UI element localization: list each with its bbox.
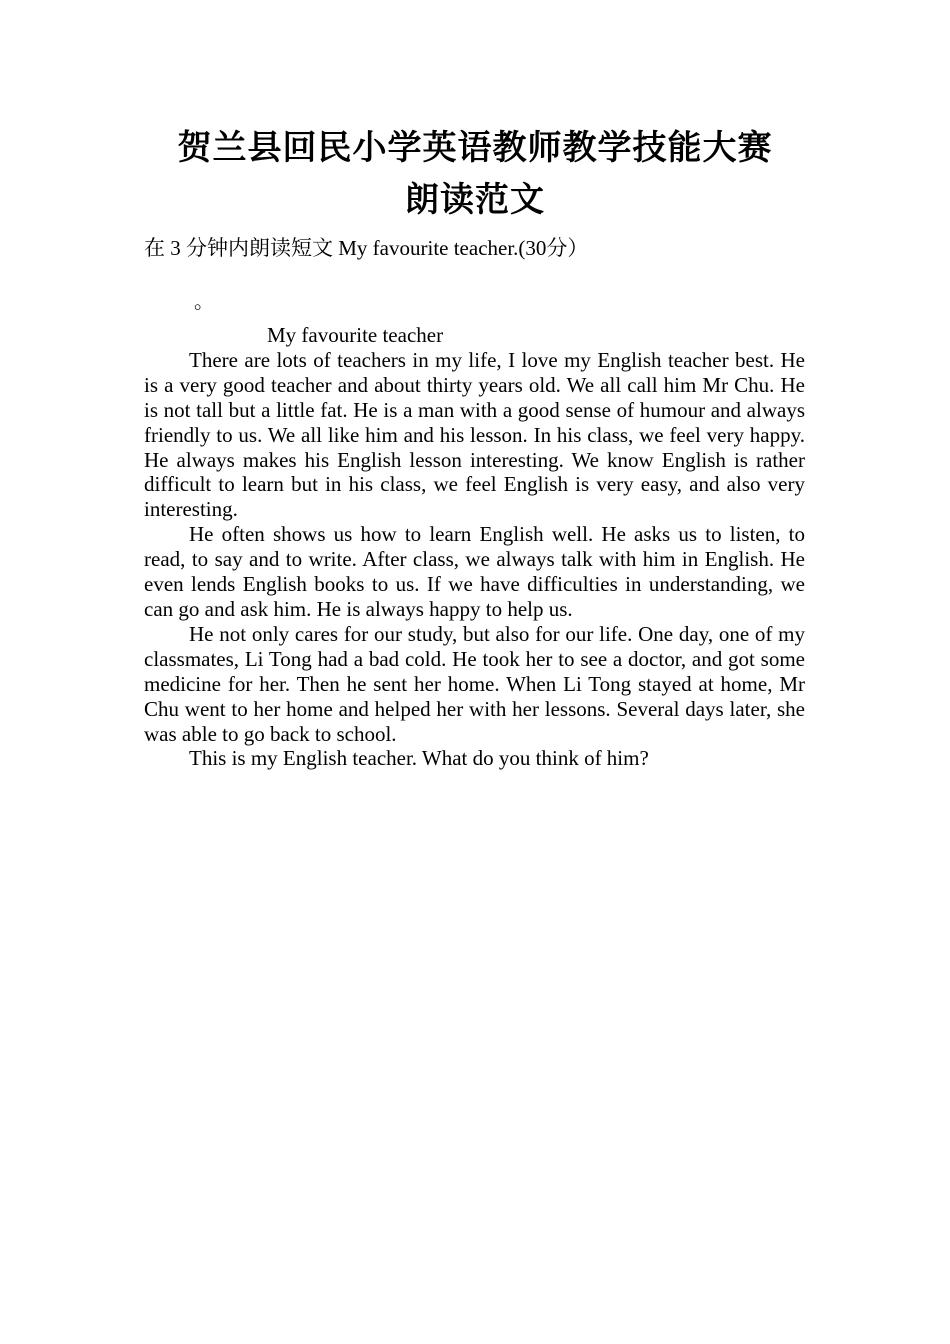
instruction-part-1: 在 xyxy=(144,236,165,260)
document-title-line-2: 朗读范文 xyxy=(405,180,545,220)
instruction-part-3: 分） xyxy=(546,236,589,260)
reading-instruction xyxy=(144,234,824,262)
essay-paragraph-3: He not only cares for our study, but also for our life. One day, one of my classmates, Li Tong had a bad cold. He took her to see a doctor, and got some medicine for her. Then he sent her home. When Li Tong stayed at home, Mr Chu went to her home and helped her with her lessons. Several days later, she was able to go back to school. xyxy=(144,621,805,746)
essay-paragraph-4: This is my English teacher. What do you think of him? xyxy=(189,746,649,771)
document-title-line-1: 贺兰县回民小学英语教师教学技能大赛 xyxy=(177,128,773,168)
instruction-text-name: My favourite teacher.(30 xyxy=(333,236,547,260)
essay-title: My favourite teacher xyxy=(267,323,444,347)
stray-punctuation-mark: 。 xyxy=(194,291,214,313)
instruction-minutes: 3 xyxy=(165,236,186,260)
essay-paragraph-1: There are lots of teachers in my life, I love my English teacher best. He is a very good teacher and about thirty years old. We all call him Mr Chu. He is not tall but a little fat. He is a man with a good sense of humour and always friendly to us. We all like him and his lesson. In his class, we feel very happy. He always makes his English lesson interesting. We know English is rather difficult to learn but in his class, we feel English is very easy, and also very interesting. xyxy=(144,347,805,522)
essay-paragraph-2: He often shows us how to learn English well. He asks us to listen, to read, to say and to write. After class, we always talk with him in English. He even lends English books to us. If we have difficulties in understanding, we can go and ask him. He is always happy to help us. xyxy=(144,522,805,621)
instruction-part-2: 分钟内朗读短文 xyxy=(186,236,333,260)
essay-body xyxy=(144,323,805,771)
